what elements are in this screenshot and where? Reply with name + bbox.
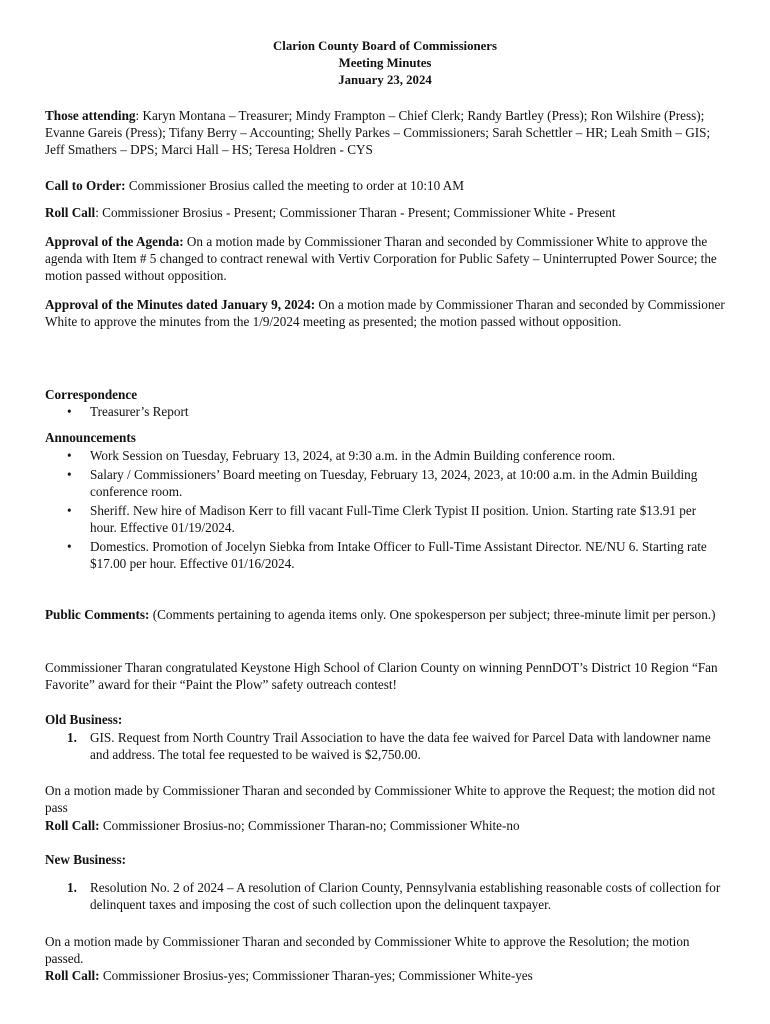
bullet-icon: •	[67, 467, 72, 482]
bullet-icon: •	[67, 503, 72, 518]
header-org: Clarion County Board of Commissioners	[273, 39, 497, 53]
new-business-heading: New Business:	[45, 852, 126, 867]
congratulations-paragraph: Commissioner Tharan congratulated Keystone High School of Clarion County on winning PennDOT’s District 10 Region “Fan Favorite” award for their “Paint the Plow” safety outreach contest!	[45, 660, 718, 692]
item-number: 1.	[67, 880, 77, 895]
old-business-roll-label: Roll Call:	[45, 818, 100, 833]
announcements-heading: Announcements	[45, 430, 136, 445]
announcements-list	[45, 447, 725, 574]
attending-paragraph	[45, 107, 730, 158]
old-business-roll-call	[45, 817, 730, 834]
bullet-icon: •	[67, 448, 72, 463]
agenda-text: On a motion made by Commissioner Tharan and seconded by Commissioner White to approve the agenda with Item # 5 changed to contract renewal with Vertiv Corporation for Public Safety – Uninterrupted Power Source; the motion passed without opposition.	[45, 234, 717, 283]
correspondence-heading: Correspondence	[45, 387, 138, 402]
list-item: • Treasurer’s Report	[67, 404, 189, 419]
call-to-order-text: Commissioner Brosius called the meeting to order at 10:10 AM	[125, 178, 465, 193]
new-business-roll-label: Roll Call:	[45, 968, 100, 983]
new-business-roll-call	[45, 967, 730, 984]
call-to-order-label: Call to Order:	[45, 178, 126, 193]
list-item	[45, 879, 725, 913]
attending-label: Those attending	[45, 108, 136, 123]
roll-call-label: Roll Call	[45, 205, 96, 220]
attending-text: : Karyn Montana – Treasurer; Mindy Frampton – Chief Clerk; Randy Bartley (Press); Ron Wilshire (Press); Evanne Gareis (Press); Tifany Berry – Accounting; Shelly Parkes – Commissioners; Sarah Schettler – HR; Leah Smith – GIS; Jeff Smathers – DPS; Marci Hall – HS; Teresa Holdren - CYS	[45, 108, 711, 157]
agenda-label: Approval of the Agenda:	[45, 234, 184, 249]
call-to-order-paragraph	[45, 177, 730, 194]
bullet-icon: •	[67, 539, 72, 554]
public-comments-label: Public Comments:	[45, 607, 150, 622]
roll-call-paragraph	[45, 204, 730, 221]
correspondence-list	[45, 403, 725, 422]
new-business-list	[45, 879, 725, 913]
new-business-item-text: Resolution No. 2 of 2024 – A resolution of Clarion County, Pennsylvania establishing reasonable costs of collection for delinquent taxes and imposing the cost of such collection upon the delinquent taxpayer.	[90, 880, 721, 912]
list-item: • Salary / Commissioners’ Board meeting on Tuesday, February 13, 2024, 2023, at 10:00 a.m. in the Admin Building conference room.	[67, 467, 698, 499]
agenda-paragraph	[45, 233, 730, 284]
minutes-text: On a motion made by Commissioner Tharan and seconded by Commissioner White to approve the minutes from the 1/9/2024 meeting as presented; the motion passed without opposition.	[45, 297, 725, 329]
old-business-list	[45, 729, 725, 763]
header-doc-type: Meeting Minutes	[338, 56, 432, 70]
minutes-label: Approval of the Minutes dated January 9, 2024:	[45, 297, 316, 312]
old-business-item-text: GIS. Request from North Country Trail Association to have the data fee waived for Parcel Data with landowner name and address. The total fee requested to be waived is $2,750.00.	[90, 730, 711, 762]
old-business-roll-text: Commissioner Brosius-no; Commissioner Tharan-no; Commissioner White-no	[99, 818, 520, 833]
public-comments-text: (Comments pertaining to agenda items only. One spokesperson per subject; three-minute limit per person.)	[149, 607, 716, 622]
list-item	[45, 729, 725, 763]
roll-call-text: : Commissioner Brosius - Present; Commissioner Tharan - Present; Commissioner White - Present	[95, 205, 616, 220]
list-item: • Sheriff. New hire of Madison Kerr to fill vacant Full-Time Clerk Typist II position. Union. Starting rate $13.91 per hour. Effective 01/19/2024.	[67, 503, 697, 535]
minutes-paragraph	[45, 296, 730, 330]
header-date: January 23, 2024	[338, 73, 432, 87]
new-business-roll-text: Commissioner Brosius-yes; Commissioner Tharan-yes; Commissioner White-yes	[99, 968, 533, 983]
old-business-motion: On a motion made by Commissioner Tharan and seconded by Commissioner White to approve the Request; the motion did not pass	[45, 783, 716, 815]
bullet-icon: •	[67, 404, 72, 419]
list-item: • Work Session on Tuesday, February 13, 2024, at 9:30 a.m. in the Admin Building conference room.	[67, 448, 616, 463]
public-comments-paragraph	[45, 606, 730, 623]
item-number: 1.	[67, 730, 77, 745]
old-business-heading: Old Business:	[45, 712, 123, 727]
list-item: • Domestics. Promotion of Jocelyn Siebka from Intake Officer to Full-Time Assistant Director. NE/NU 6. Starting rate $17.00 per hour. Effective 01/16/2024.	[67, 539, 707, 571]
new-business-motion: On a motion made by Commissioner Tharan and seconded by Commissioner White to approve the Resolution; the motion passed.	[45, 934, 690, 966]
